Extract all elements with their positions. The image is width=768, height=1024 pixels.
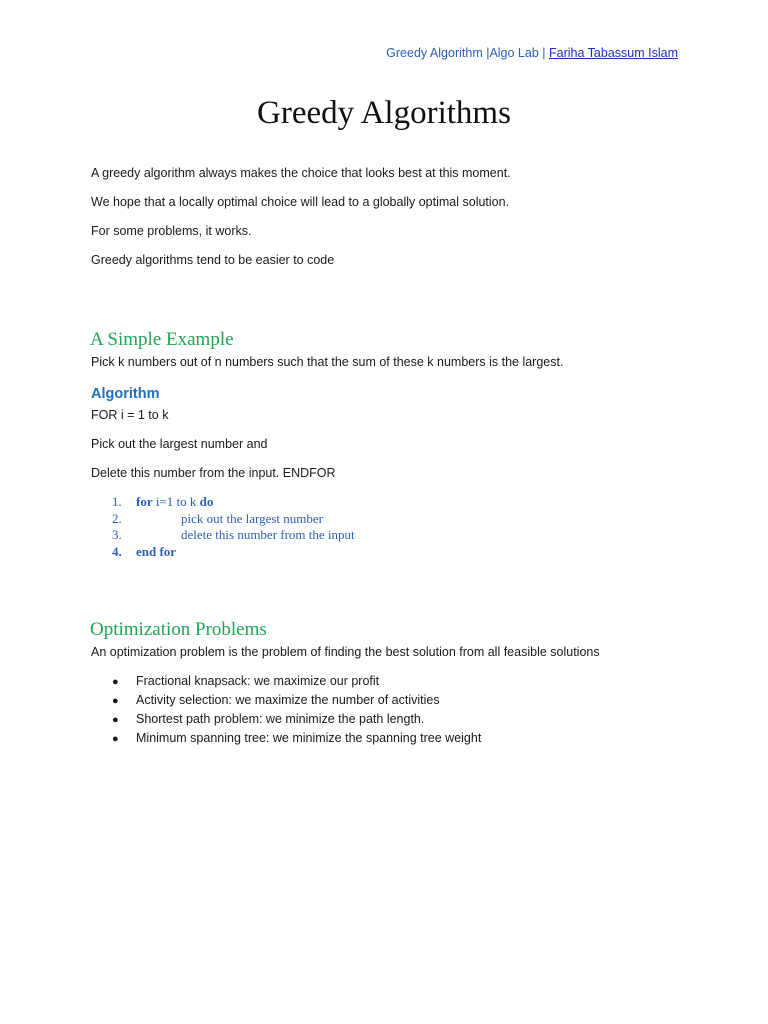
list-item-text: Minimum spanning tree: we minimize the spanning tree weight xyxy=(136,731,482,745)
keyword-for: for xyxy=(136,494,153,509)
line-number: 4. xyxy=(112,543,122,559)
section-heading-optimization: Optimization Problems xyxy=(90,619,267,640)
line-number: 1. xyxy=(112,494,122,509)
line-number: 2. xyxy=(112,510,122,526)
code-text: i=1 to k xyxy=(152,494,200,509)
code-line-4 xyxy=(112,544,355,561)
algorithm-heading: Algorithm xyxy=(91,386,160,402)
algorithm-line-1: FOR i = 1 to k xyxy=(91,408,169,422)
keyword-do: do xyxy=(199,494,214,509)
list-item xyxy=(112,691,481,710)
section-heading-example: A Simple Example xyxy=(90,329,234,350)
pseudocode-list xyxy=(112,494,355,560)
algorithm-line-2: Pick out the largest number and xyxy=(91,437,268,451)
bullet-icon: ● xyxy=(112,676,119,688)
list-item-text: Activity selection: we maximize the number of activities xyxy=(136,693,440,707)
optimization-description: An optimization problem is the problem of finding the best solution from all feasible solutions xyxy=(91,645,600,659)
example-description: Pick k numbers out of n numbers such that the sum of these k numbers is the largest. xyxy=(91,355,564,369)
code-line-2 xyxy=(112,511,355,528)
bullet-icon: ● xyxy=(112,733,119,745)
list-item xyxy=(112,672,481,691)
intro-paragraph-4: Greedy algorithms tend to be easier to code xyxy=(91,253,335,267)
algorithm-line-3: Delete this number from the input. ENDFOR xyxy=(91,466,336,480)
intro-paragraph-2: We hope that a locally optimal choice will lead to a globally optimal solution. xyxy=(91,195,510,209)
bullet-icon: ● xyxy=(112,695,119,707)
code-text: delete this number from the input xyxy=(181,527,355,542)
code-text: pick out the largest number xyxy=(181,510,324,526)
code-line-3 xyxy=(112,527,355,544)
list-item xyxy=(112,729,481,748)
list-item xyxy=(112,710,481,729)
list-item-text: Fractional knapsack: we maximize our profit xyxy=(136,674,380,688)
list-item-text: Shortest path problem: we minimize the path length. xyxy=(136,712,425,726)
header-text: Greedy Algorithm |Algo Lab | xyxy=(386,46,549,60)
intro-paragraph-3: For some problems, it works. xyxy=(91,224,252,238)
intro-paragraph-1: A greedy algorithm always makes the choice that looks best at this moment. xyxy=(91,166,511,180)
code-line-1 xyxy=(112,494,355,511)
bullet-list xyxy=(112,672,481,748)
page-title: Greedy Algorithms xyxy=(257,95,511,131)
line-number: 3. xyxy=(112,527,122,542)
page-header xyxy=(386,46,678,60)
keyword-end-for: end for xyxy=(136,543,177,559)
bullet-icon: ● xyxy=(112,714,119,726)
author-link[interactable]: Fariha Tabassum Islam xyxy=(549,46,678,60)
